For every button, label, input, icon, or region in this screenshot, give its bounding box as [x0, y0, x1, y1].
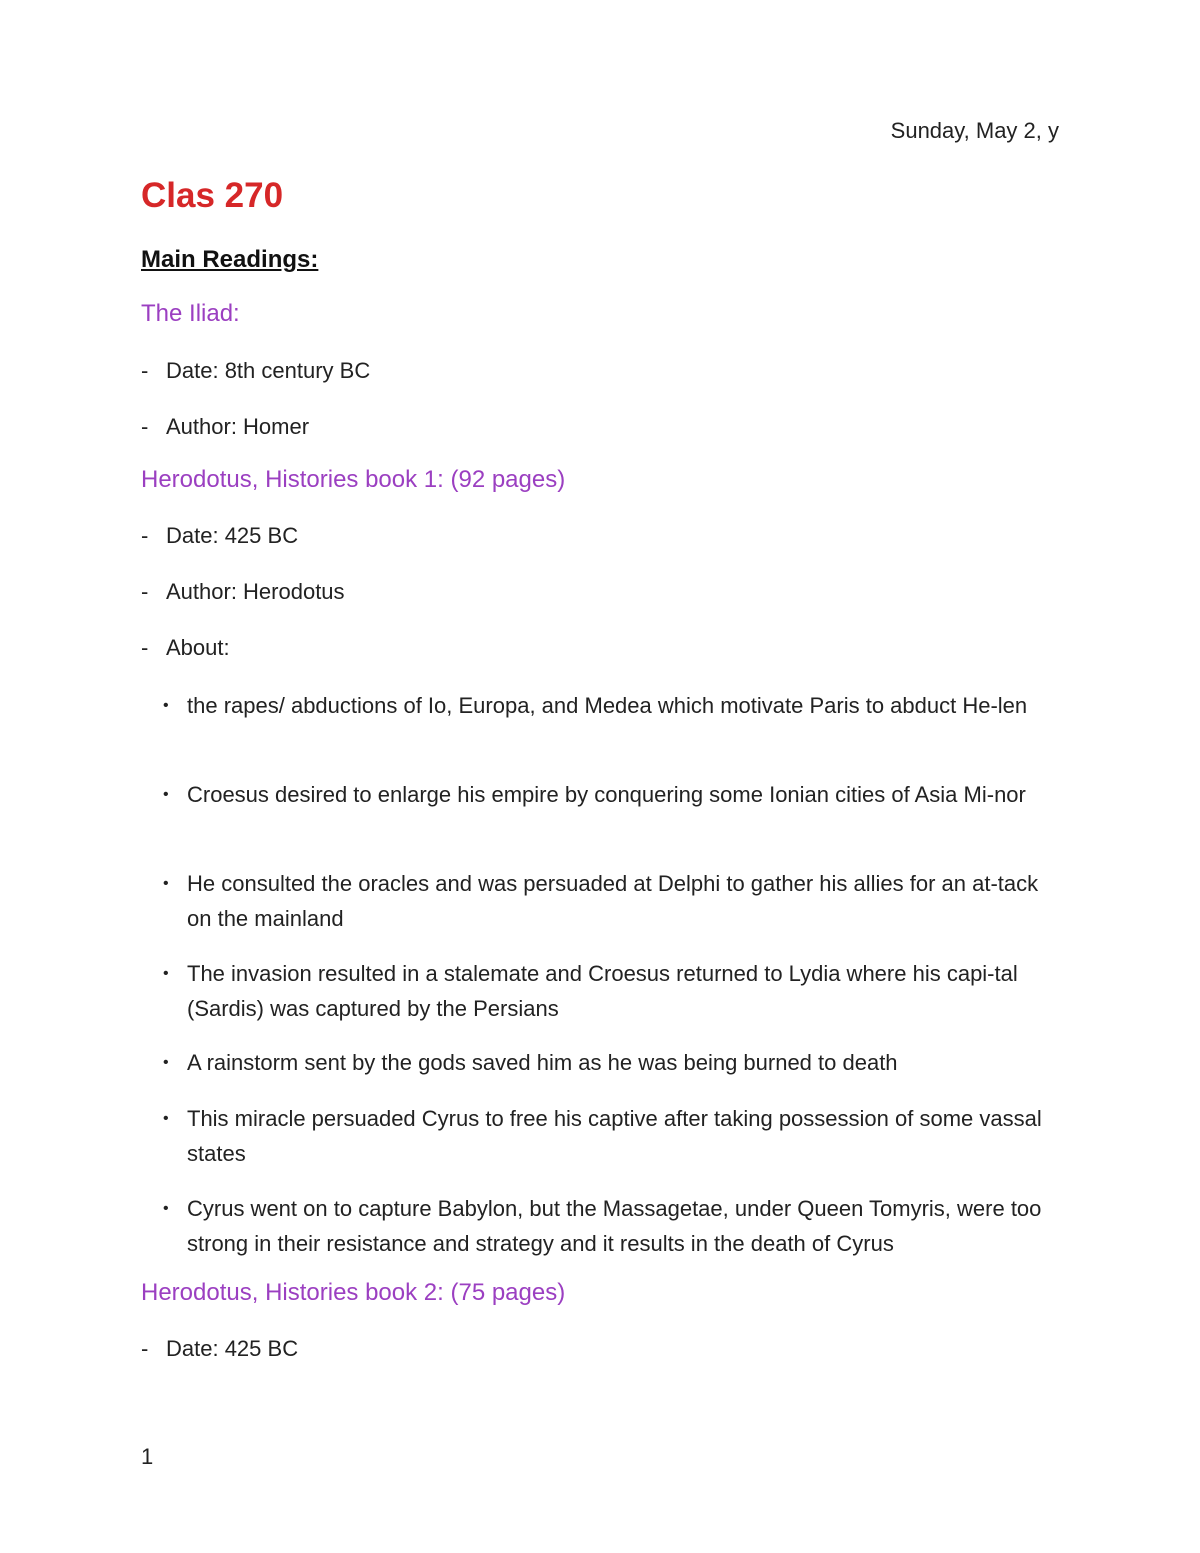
bullet-item: • Cyrus went on to capture Babylon, but the Massagetae, under Queen Tomyris, were too strong in their resistance and strategy and it results in the death of Cyrus — [163, 1196, 1042, 1256]
document-date: Sunday, May 2, y — [890, 118, 1059, 143]
page-number: 1 — [141, 1444, 154, 1469]
book2-heading: Herodotus, Histories book 2: (75 pages) — [141, 1279, 566, 1306]
main-readings-heading: Main Readings: — [141, 246, 319, 273]
list-item: - Date: 425 BC — [141, 1336, 299, 1361]
list-item: - Author: Homer — [141, 414, 310, 439]
book1-heading: Herodotus, Histories book 1: (92 pages) — [141, 466, 566, 493]
page-title: Clas 270 — [141, 176, 284, 215]
list-item: - Date: 8th century BC — [141, 358, 371, 383]
list-item: - Author: Herodotus — [141, 579, 345, 604]
bullet-item: • The invasion resulted in a stalemate and Croesus returned to Lydia where his capi-tal (Sardis) was captured by the Persians — [163, 961, 1018, 1021]
bullet-item: • This miracle persuaded Cyrus to free his captive after taking possession of some vassal states — [163, 1106, 1042, 1166]
list-item: - About: — [141, 635, 230, 660]
iliad-heading: The Iliad: — [141, 300, 240, 327]
bullet-item: • He consulted the oracles and was persuaded at Delphi to gather his allies for an at-tack on the mainland — [163, 871, 1039, 931]
bullet-item: • A rainstorm sent by the gods saved him as he was being burned to death — [163, 1050, 898, 1075]
list-item: - Date: 425 BC — [141, 523, 299, 548]
bullet-item: • the rapes/ abductions of Io, Europa, and Medea which motivate Paris to abduct He-len — [163, 693, 1028, 718]
bullet-item: • Croesus desired to enlarge his empire by conquering some Ionian cities of Asia Mi-nor — [163, 782, 1026, 807]
